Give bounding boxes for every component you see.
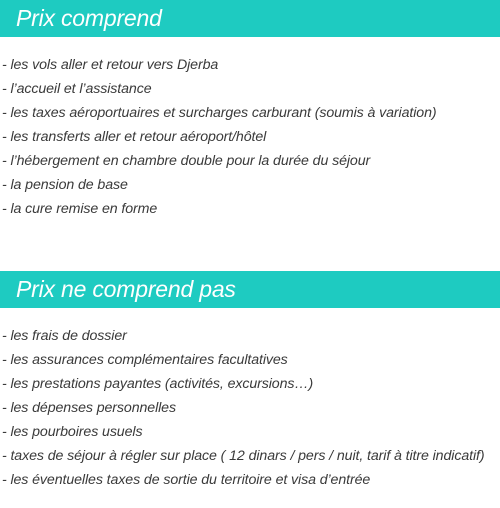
includes-section-header (0, 0, 500, 37)
excludes-section-header (0, 271, 500, 308)
list-item: - les pourboires usuels (2, 424, 143, 440)
excludes-title: Prix ne comprend pas (16, 276, 236, 302)
list-item: - taxes de séjour à régler sur place ( 12 dinars / pers / nuit, tarif à titre indicatif) (2, 448, 485, 464)
list-item: - l’hébergement en chambre double pour la durée du séjour (2, 153, 371, 169)
list-item: - les dépenses personnelles (2, 400, 176, 416)
list-item: - les assurances complémentaires facultatives (2, 352, 288, 368)
list-item: - l’accueil et l’assistance (2, 81, 152, 97)
list-item: - les taxes aéroportuaires et surcharges carburant (soumis à variation) (2, 105, 437, 121)
includes-list (2, 53, 437, 221)
list-item: - les éventuelles taxes de sortie du territoire et visa d’entrée (2, 472, 371, 488)
list-item: - la cure remise en forme (2, 201, 158, 217)
list-item: - les frais de dossier (2, 328, 127, 344)
list-item: - les transferts aller et retour aéroport/hôtel (2, 129, 267, 145)
excludes-list (2, 324, 484, 492)
list-item: - les vols aller et retour vers Djerba (2, 57, 219, 73)
list-item: - les prestations payantes (activités, excursions…) (2, 376, 314, 392)
includes-title: Prix comprend (16, 5, 162, 31)
list-item: - la pension de base (2, 177, 128, 193)
